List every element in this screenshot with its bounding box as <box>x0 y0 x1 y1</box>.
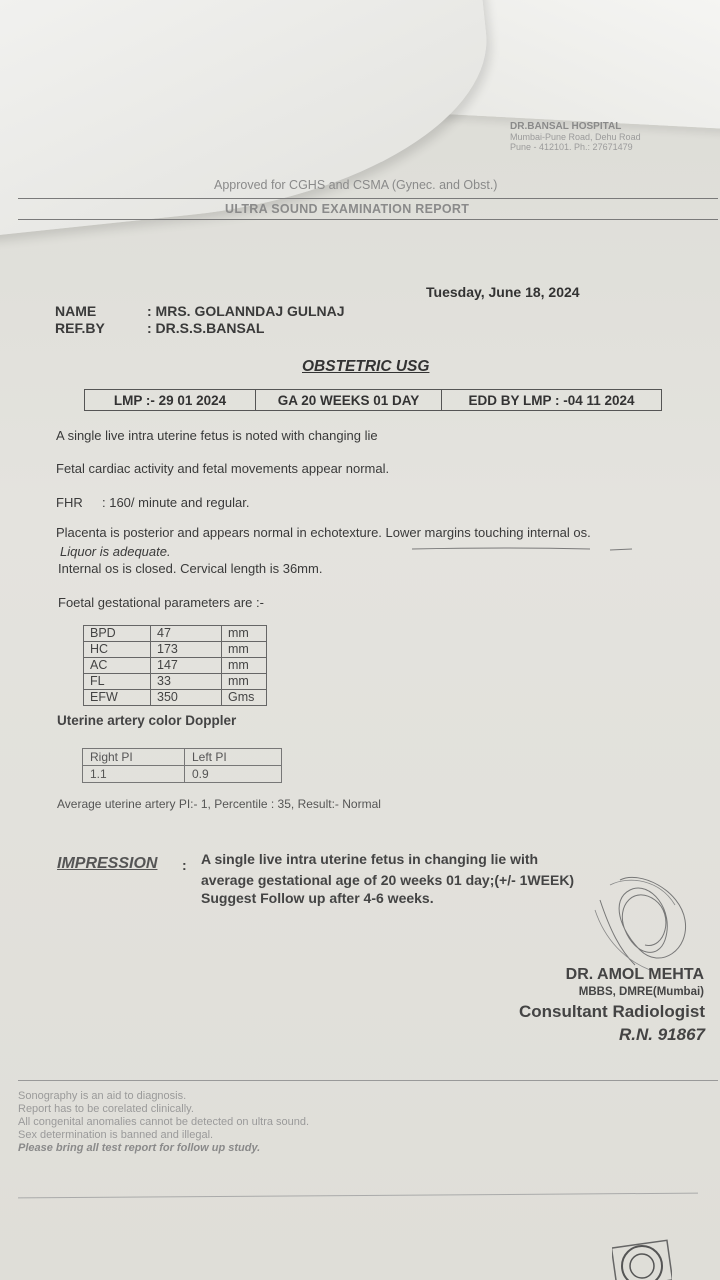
hospital-phone: Pune - 412101. Ph.: 27671479 <box>510 142 633 152</box>
param-value: 147 <box>151 658 222 674</box>
refby-label: REF.BY <box>55 320 105 336</box>
param-unit: mm <box>222 642 267 658</box>
hospital-stamp <box>612 1236 672 1280</box>
edd-cell: EDD BY LMP : -04 11 2024 <box>468 392 635 408</box>
footer-divider <box>18 1080 718 1081</box>
footer-line: Sonography is an aid to diagnosis. <box>18 1090 187 1102</box>
param-value: 47 <box>151 626 222 642</box>
finding-os: Internal os is closed. Cervical length is 36mm. <box>58 561 323 576</box>
param-value: 350 <box>151 690 222 706</box>
param-unit: mm <box>222 626 267 642</box>
table-row <box>83 766 282 783</box>
footer-line: Sex determination is banned and illegal. <box>18 1129 214 1141</box>
table-row <box>84 626 267 642</box>
param-name: FL <box>84 674 151 690</box>
header-divider-bottom <box>18 219 718 220</box>
doppler-value-left: 0.9 <box>185 766 282 783</box>
doppler-heading: Uterine artery color Doppler <box>57 713 237 728</box>
param-unit: mm <box>222 674 267 690</box>
table-row <box>84 674 267 690</box>
patient-name: : MRS. GOLANNDAJ GULNAJ <box>147 303 345 319</box>
doctor-name: DR. AMOL MEHTA <box>565 966 704 983</box>
pen-underline <box>410 544 635 554</box>
table-row <box>84 658 267 674</box>
dates-bar <box>84 389 662 411</box>
doctor-qualification: MBBS, DMRE(Mumbai) <box>578 986 704 998</box>
impression-line3: Suggest Follow up after 4-6 weeks. <box>201 890 434 906</box>
section-heading: OBSTETRIC USG <box>302 358 430 375</box>
finding-liquor: Liquor is adequate. <box>60 544 171 559</box>
header-right <box>510 122 641 152</box>
impression-line1: A single live intra uterine fetus in changing lie with <box>201 851 539 867</box>
param-unit: mm <box>222 658 267 674</box>
impression-label: IMPRESSION <box>57 855 158 872</box>
finding-fetus: A single live intra uterine fetus is noted with changing lie <box>56 428 378 443</box>
referring-doctor: : DR.S.S.BANSAL <box>147 320 265 336</box>
doctor-signature <box>580 870 695 980</box>
table-row <box>84 642 267 658</box>
param-unit: Gms <box>222 690 267 706</box>
param-name: EFW <box>84 690 151 706</box>
doppler-value-right: 1.1 <box>83 766 185 783</box>
report-title: ULTRA SOUND EXAMINATION REPORT <box>225 202 470 216</box>
footer-line: All congenital anomalies cannot be detected on ultra sound. <box>18 1116 310 1128</box>
doppler-header-right: Right PI <box>83 749 185 766</box>
impression-line2: average gestational age of 20 weeks 01 day;(+/- 1WEEK) <box>201 872 575 888</box>
param-name: HC <box>84 642 151 658</box>
ga-cell: GA 20 WEEKS 01 DAY <box>256 390 442 410</box>
footer-line: Please bring all test report for follow up study. <box>18 1142 261 1154</box>
fhr-label: FHR <box>56 495 83 510</box>
doppler-table <box>82 748 282 783</box>
hospital-address: Mumbai-Pune Road, Dehu Road <box>510 132 641 142</box>
param-name: AC <box>84 658 151 674</box>
finding-placenta: Placenta is posterior and appears normal in echotexture. Lower margins touching internal os. <box>56 525 591 540</box>
report-date: Tuesday, June 18, 2024 <box>426 284 580 300</box>
params-heading: Foetal gestational parameters are :- <box>58 595 264 610</box>
fhr-value: : 160/ minute and regular. <box>102 495 250 510</box>
param-value: 173 <box>151 642 222 658</box>
footer-notes <box>18 1090 309 1155</box>
finding-cardiac: Fetal cardiac activity and fetal movements appear normal. <box>56 461 390 476</box>
table-row <box>84 690 267 706</box>
approval-note: Approved for CGHS and CSMA (Gynec. and Obst.) <box>214 178 498 192</box>
header-divider-top <box>18 198 718 199</box>
param-value: 33 <box>151 674 222 690</box>
lmp-cell: LMP :- 29 01 2024 <box>85 390 256 410</box>
doppler-average: Average uterine artery PI:- 1, Percentile : 35, Result:- Normal <box>57 797 381 811</box>
doctor-role: Consultant Radiologist <box>518 1002 705 1021</box>
doctor-rn: R.N. 91867 <box>619 1025 705 1044</box>
param-name: BPD <box>84 626 151 642</box>
footer-line: Report has to be corelated clinically. <box>18 1103 194 1115</box>
name-label: NAME <box>55 303 97 319</box>
fetal-params-table <box>83 625 267 706</box>
doppler-header-left: Left PI <box>185 749 282 766</box>
hospital-name: DR.BANSAL HOSPITAL <box>510 121 622 132</box>
impression-colon: : <box>182 857 187 873</box>
table-row <box>83 749 282 766</box>
